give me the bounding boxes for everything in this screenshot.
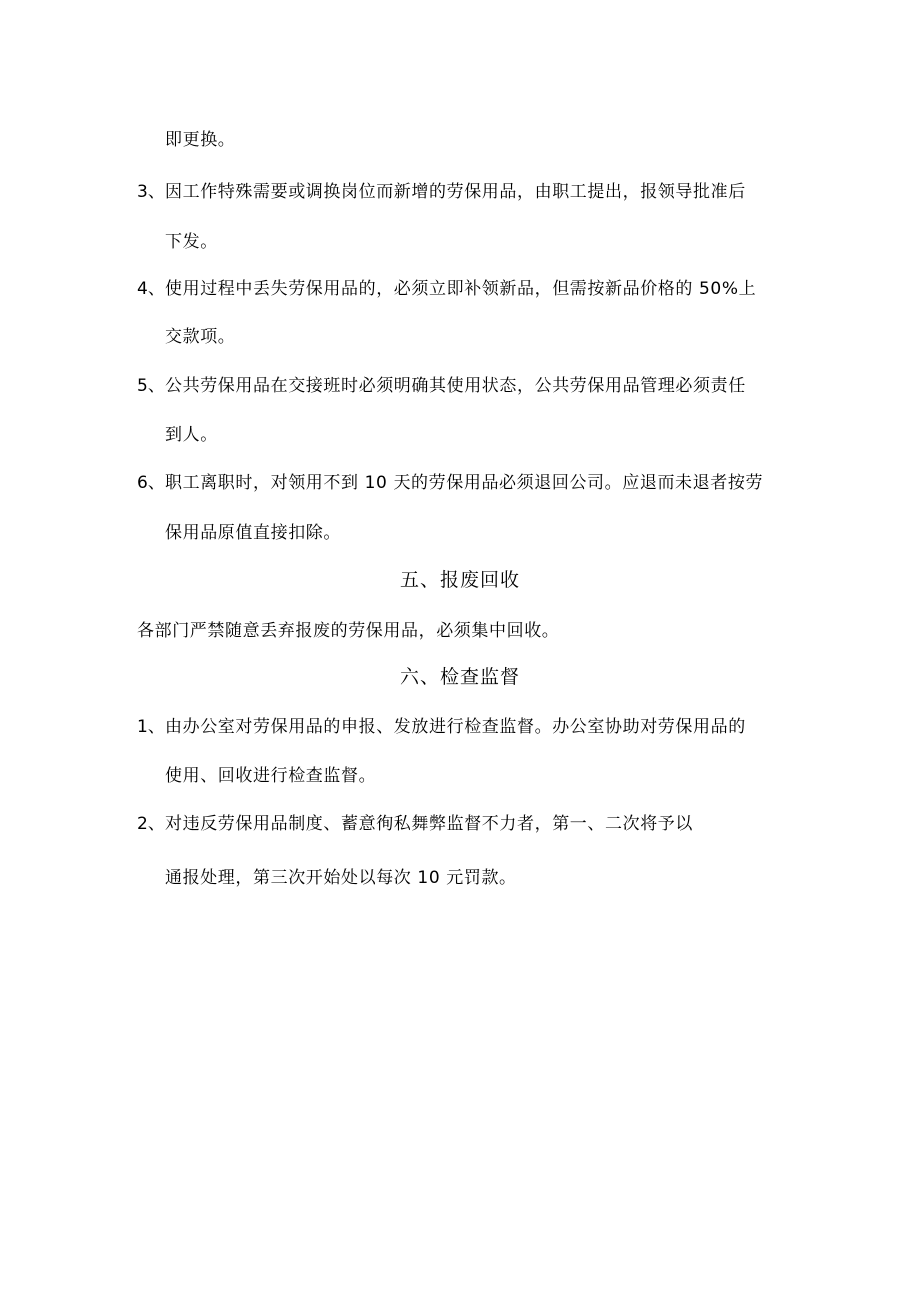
item-number: 2、	[137, 814, 165, 834]
item-number: 5、	[137, 376, 165, 396]
section-heading: 六、检查监督	[399, 666, 520, 688]
item-number: 6、	[137, 473, 165, 493]
item-text-line: 因工作特殊需要或调换岗位而新增的劳保用品，由职工提出，报领导批准后	[165, 182, 746, 202]
item-text-line: 下发。	[165, 232, 218, 252]
item-text-line: 通报处理，第三次开始处以每次 10 元罚款。	[165, 868, 517, 888]
item-number: 1、	[137, 717, 165, 737]
item-text-line: 公共劳保用品在交接班时必须明确其使用状态，公共劳保用品管理必须责任	[165, 376, 746, 396]
continuation-text: 即更换。	[165, 130, 236, 150]
item-text-line: 对违反劳保用品制度、蓄意徇私舞弊监督不力者，第一、二次将予以	[165, 814, 693, 834]
section-heading: 五、报废回收	[399, 569, 520, 591]
item-text-line: 交款项。	[165, 327, 236, 347]
item-number: 3、	[137, 182, 165, 202]
item-text-line: 职工离职时，对领用不到 10 天的劳保用品必须退回公司。应退而未退者按劳	[165, 473, 764, 493]
item-text-line: 使用、回收进行检查监督。	[165, 766, 377, 786]
section-body-text: 各部门严禁随意丢弃报废的劳保用品，必须集中回收。	[137, 621, 560, 641]
item-text-line: 保用品原值直接扣除。	[165, 523, 341, 543]
item-text-line: 由办公室对劳保用品的申报、发放进行检查监督。办公室协助对劳保用品的	[165, 717, 746, 737]
item-text-line: 到人。	[165, 425, 218, 445]
item-text-line: 使用过程中丢失劳保用品的，必须立即补领新品，但需按新品价格的 50%上	[165, 279, 757, 299]
item-number: 4、	[137, 279, 165, 299]
